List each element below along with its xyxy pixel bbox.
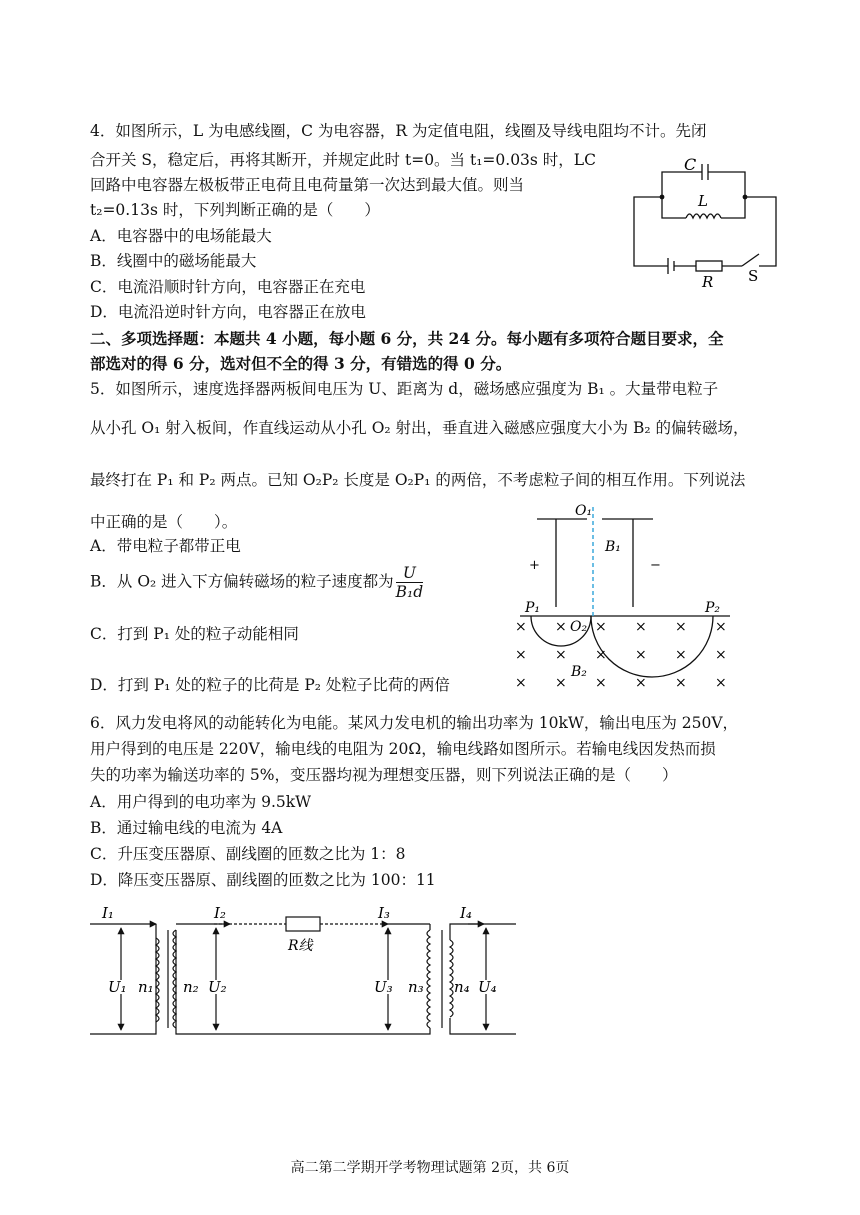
q5-option-a: A．带电粒子都带正电 — [90, 537, 241, 555]
field-cross-mark: × — [715, 675, 727, 691]
q4-option-c: C．电流沿顺时针方向，电容器正在充电 — [90, 278, 366, 296]
inductor-label: L — [698, 192, 708, 210]
q6-line-3: 失的功率为输送功率的 5%，变压器均视为理想变压器，则下列说法正确的是（ ） — [90, 766, 678, 784]
o2-label: O₂ — [570, 619, 588, 635]
q5-line-3: 最终打在 P₁ 和 P₂ 两点。已知 O₂P₂ 长度是 O₂P₁ 的两倍，不考虑粒子间的相互作用。下列说法 — [90, 471, 746, 489]
section-2-heading-cont: 部选对的得 6 分，选对但不全的得 3 分，有错选的得 0 分。 — [90, 354, 512, 373]
field-cross-mark: × — [555, 675, 567, 691]
switch-label: S — [748, 267, 759, 285]
fraction-numerator: U — [396, 564, 424, 583]
b1-label: B₁ — [605, 539, 621, 555]
power-transmission-diagram — [88, 900, 518, 1040]
page-footer: 高二第二学期开学考物理试题第 2页，共 6页 — [290, 1160, 570, 1176]
q6-option-d: D．降压变压器原、副线圈的匝数之比为 100：11 — [90, 871, 436, 889]
u2-label: U₂ — [208, 978, 227, 996]
field-cross-mark: × — [515, 647, 527, 663]
q5-option-b-text: B．从 O₂ 进入下方偏转磁场的粒子速度都为 — [90, 572, 394, 591]
field-cross-mark: × — [675, 619, 687, 635]
q6-line-2: 用户得到的电压是 220V，输电线的电阻为 20Ω，输电线路如图所示。若输电线因发热而损 — [90, 740, 716, 758]
q4-line-3: 回路中电容器左极板带正电荷且电荷量第一次达到最大值。则当 — [90, 176, 525, 194]
fraction-denominator: B₁d — [395, 583, 424, 601]
q5-option-d: D．打到 P₁ 处的粒子的比荷是 P₂ 处粒子比荷的两倍 — [90, 676, 450, 694]
field-cross-mark: × — [715, 647, 727, 663]
field-cross-mark: × — [555, 619, 567, 635]
q4-line-4: t₂=0.13s 时，下列判断正确的是（ ） — [90, 201, 380, 219]
q6-line-1: 6．风力发电将风的动能转化为电能。某风力发电机的输出功率为 10kW，输出电压为 250V， — [90, 714, 739, 732]
q6-option-c: C．升压变压器原、副线圈的匝数之比为 1：8 — [90, 845, 406, 863]
p1-label: P₁ — [525, 600, 541, 616]
b2-label: B₂ — [571, 664, 587, 680]
field-cross-mark: × — [595, 675, 607, 691]
lc-circuit-diagram — [620, 150, 790, 290]
q4-option-d: D．电流沿逆时针方向，电容器正在放电 — [90, 303, 366, 321]
q5-line-1: 5．如图所示，速度选择器两板间电压为 U、距离为 d，磁场感应强度为 B₁ 。大量带电粒子 — [90, 380, 719, 398]
q5-option-c: C．打到 P₁ 处的粒子动能相同 — [90, 625, 299, 643]
velocity-fraction — [396, 564, 424, 601]
i3-label: I₃ — [378, 904, 390, 922]
field-cross-mark: × — [675, 675, 687, 691]
field-cross-mark: × — [675, 647, 687, 663]
section-2-heading: 二、多项选择题：本题共 4 小题，每小题 6 分，共 24 分。每小题有多项符合题目要求，全 — [90, 329, 724, 348]
q6-option-a: A．用户得到的电功率为 9.5kW — [90, 793, 312, 811]
field-cross-mark: × — [715, 619, 727, 635]
field-cross-mark: × — [595, 647, 607, 663]
p2-label: P₂ — [705, 600, 721, 616]
capacitor-label: C — [684, 155, 697, 174]
i4-label: I₄ — [460, 904, 472, 922]
plus-sign: + — [529, 558, 540, 573]
field-cross-mark: × — [515, 675, 527, 691]
field-cross-mark: × — [635, 675, 647, 691]
n1-label: n₁ — [138, 978, 154, 996]
field-cross-mark: × — [555, 647, 567, 663]
field-cross-mark: × — [595, 619, 607, 635]
i1-label: I₁ — [102, 904, 114, 922]
q4-line-2: 合开关 S，稳定后，再将其断开，并规定此时 t=0。当 t₁=0.03s 时，LC — [90, 151, 596, 169]
u4-label: U₄ — [478, 978, 497, 996]
resistor-label: R — [702, 273, 714, 291]
q5-option-b — [90, 564, 423, 601]
q4-option-b: B．线圈中的磁场能最大 — [90, 252, 257, 270]
q4-line-1: 4．如图所示，L 为电感线圈，C 为电容器，R 为定值电阻，线圈及导线电阻均不计。先闭 — [90, 122, 707, 140]
line-resistor-label: R线 — [288, 938, 313, 954]
n3-label: n₃ — [408, 978, 424, 996]
field-cross-mark: × — [515, 619, 527, 635]
field-cross-mark: × — [635, 647, 647, 663]
q4-option-a: A．电容器中的电场能最大 — [90, 227, 272, 245]
n2-label: n₂ — [183, 978, 199, 996]
u1-label: U₁ — [108, 978, 127, 996]
o1-label: O₁ — [575, 503, 593, 519]
minus-sign: − — [650, 558, 661, 573]
n4-label: n₄ — [454, 978, 470, 996]
field-cross-mark: × — [635, 619, 647, 635]
velocity-selector-diagram — [505, 495, 745, 700]
q6-option-b: B．通过输电线的电流为 4A — [90, 819, 283, 837]
i2-label: I₂ — [214, 904, 226, 922]
q5-line-2: 从小孔 O₁ 射入板间，作直线运动从小孔 O₂ 射出，垂直进入磁感应强度大小为 B₂ 的偏转磁场， — [90, 419, 749, 437]
q5-line-4: 中正确的是（ ）。 — [90, 513, 238, 531]
u3-label: U₃ — [374, 978, 393, 996]
